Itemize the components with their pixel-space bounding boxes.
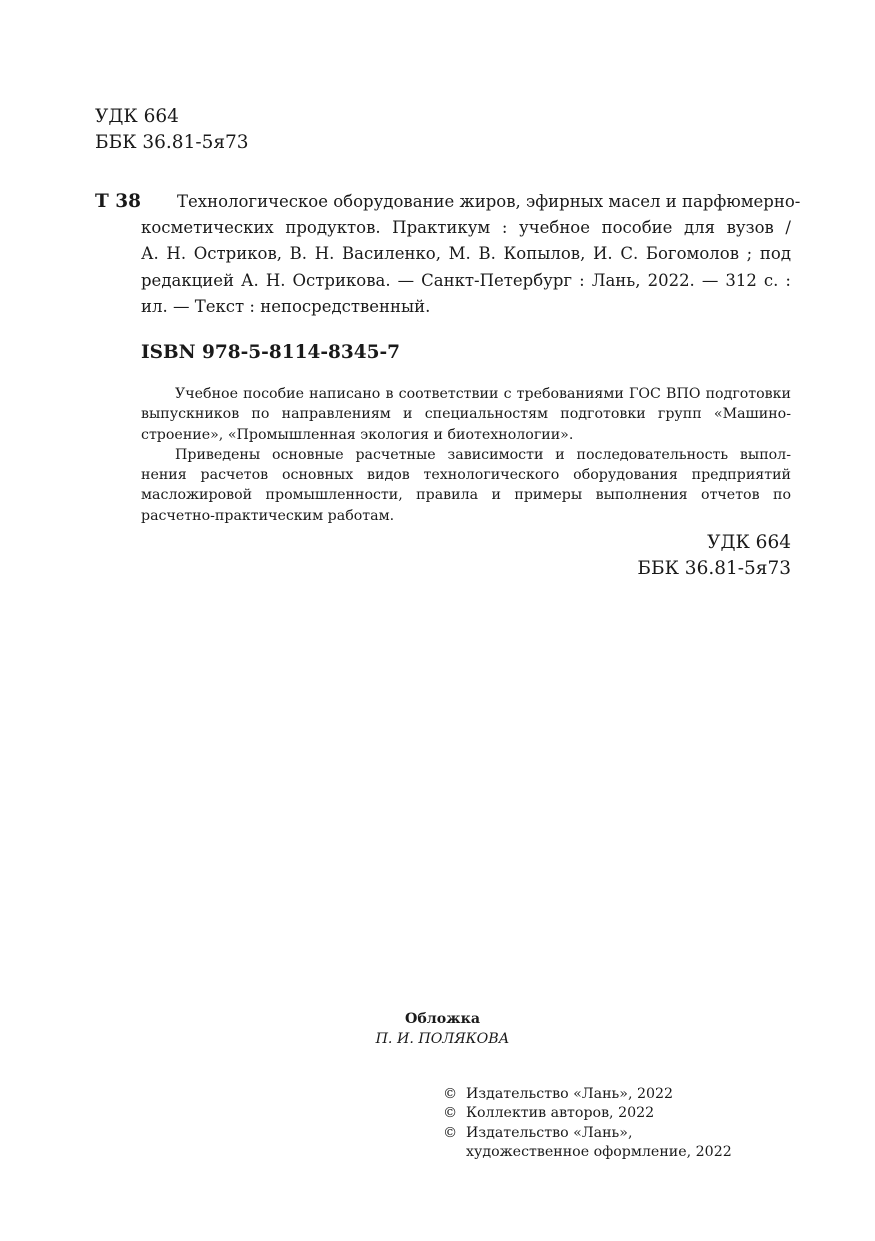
bottom-classification [637,530,791,582]
copyright-block [443,1085,732,1162]
copyright-symbol: © [443,1086,458,1102]
annotation-line: масложировой промышленности, правила и примеры выполнения отчетов по [141,487,791,504]
copyright-line [443,1104,732,1123]
copyright-line [443,1124,732,1143]
copyright-text: Коллектив авторов, 2022 [466,1105,655,1122]
cover-credit [300,1010,585,1049]
copyright-text: Издательство «Лань», [466,1124,633,1141]
annotation-line: расчетно-практическим работам. [141,507,395,524]
copyright-symbol: © [443,1124,458,1141]
cover-designer: П. И. ПОЛЯКОВА [375,1030,510,1047]
copyright-continuation: художественное оформление, 2022 [466,1143,732,1160]
annotation [141,384,791,526]
copyright-line [443,1085,732,1104]
udk-code: УДК 664 [95,106,179,127]
annotation-line: Учебное пособие написано в соответствии с требованиями ГОС ВПО подготовки [175,386,791,402]
annotation-line: выпускников по направлениям и специальностям подготовки групп «Машино- [141,406,791,423]
copyright-text: Издательство «Лань», 2022 [466,1086,674,1102]
bibliographic-entry [141,189,801,320]
author-mark: Т 38 [95,191,141,212]
entry-line: косметических продуктов. Практикум : учебное пособие для вузов / [141,218,791,238]
bbk-code: ББК 36.81-5я73 [95,132,249,153]
copyright-symbol: © [443,1105,458,1122]
bbk-code: ББК 36.81-5я73 [637,558,791,579]
entry-line: Технологическое оборудование жиров, эфирных масел и парфюмерно- [177,192,801,211]
udk-code: УДК 664 [707,532,791,553]
annotation-line: нения расчетов основных видов технологического оборудования предприятий [141,467,791,484]
entry-line: ил. — Текст : непосредственный. [141,296,431,316]
entry-line: А. Н. Остриков, В. Н. Василенко, М. В. Копылов, И. С. Богомолов ; под [141,244,791,264]
annotation-line: строение», «Промышленная экология и биотехнологии». [141,426,574,443]
entry-line: редакцией А. Н. Острикова. — Санкт-Петербург : Лань, 2022. — 312 с. : [141,270,791,290]
annotation-line: Приведены основные расчетные зависимости и последовательность выпол- [175,446,791,463]
cover-label: Обложка [404,1011,481,1027]
isbn: ISBN 978-5-8114-8345-7 [141,342,401,363]
top-classification [95,104,249,156]
